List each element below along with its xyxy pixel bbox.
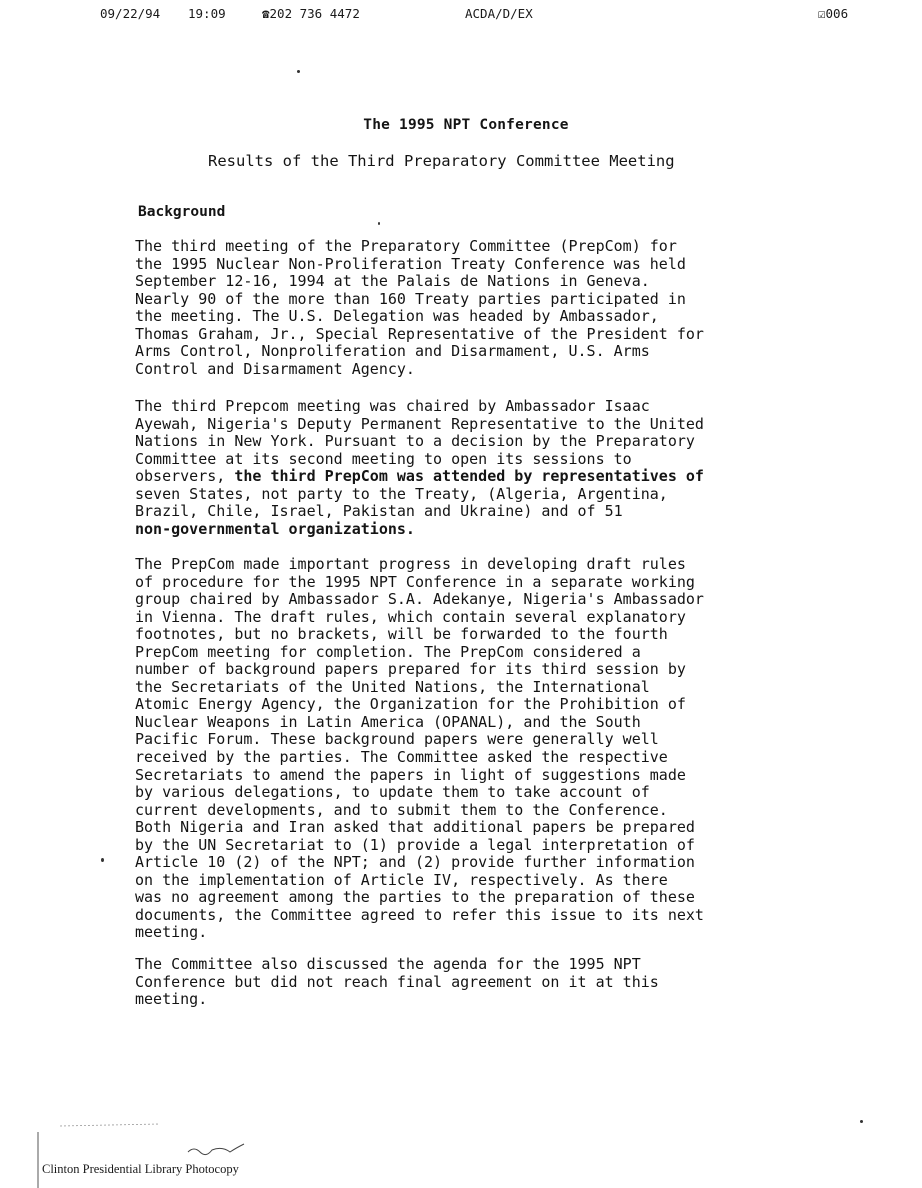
paragraph-line: Conference but did not reach final agreement on it at this (135, 972, 659, 991)
fax-page: ☑006 (818, 6, 849, 21)
paragraph-line: footnotes, but no brackets, will be forwarded to the fourth (135, 625, 668, 644)
paragraph-line: the 1995 Nuclear Non-Proliferation Treaty Conference was held (135, 254, 686, 273)
paragraph-line: Committee at its second meeting to open its sessions to (135, 449, 632, 468)
paragraph-line: Atomic Energy Agency, the Organization for the Prohibition of (135, 695, 686, 714)
paragraph-line: received by the parties. The Committee asked the respective (135, 748, 668, 767)
paragraph-line (135, 468, 815, 486)
scan-speck (860, 1120, 863, 1123)
fax-phone: ☎202 736 4472 (262, 6, 360, 21)
paragraph-line: The third Prepcom meeting was chaired by Ambassador Isaac (135, 397, 650, 415)
paragraph-4 (135, 956, 815, 1009)
scan-speck (297, 70, 300, 73)
scan-speck (378, 222, 380, 225)
checkbox-icon: ☑ (818, 6, 826, 21)
paragraph-line: by the UN Secretariat to (1) provide a legal interpretation of (135, 835, 695, 854)
paragraph-line: meeting. (135, 923, 208, 942)
paragraph-line: PrepCom meeting for completion. The PrepCom considered a (135, 642, 641, 661)
paragraph-line: current developments, and to submit them to the Conference. (135, 800, 668, 819)
paragraph-line: The PrepCom made important progress in developing draft rules (135, 555, 686, 573)
paragraph-line: the Secretariats of the United Nations, the International (135, 677, 650, 696)
document-title: The 1995 NPT Conference (363, 117, 569, 133)
paragraph-line: number of background papers prepared for its third session by (135, 660, 686, 679)
paragraph-2 (135, 398, 815, 538)
scan-speck (101, 858, 104, 862)
paragraph-line: Nations in New York. Pursuant to a decision by the Preparatory (135, 432, 695, 451)
paragraph-1 (135, 238, 815, 378)
paragraph-line: Secretariats to amend the papers in light of suggestions made (135, 765, 686, 784)
bold-phrase: the third PrepCom was attended by representatives of (234, 467, 704, 486)
paragraph-line: Pacific Forum. These background papers were generally well (135, 730, 659, 749)
paragraph-line: in Vienna. The draft rules, which contain several explanatory (135, 607, 686, 626)
paragraph-line: Nearly 90 of the more than 160 Treaty parties participated in (135, 289, 686, 308)
paragraph-line: documents, the Committee agreed to refer this issue to its next (135, 905, 704, 924)
fax-time: 19:09 (188, 6, 226, 21)
line-text: observers, (135, 467, 235, 486)
paragraph-line: September 12-16, 1994 at the Palais de Nations in Geneva. (135, 272, 650, 291)
bold-phrase: non-governmental organizations. (135, 519, 415, 538)
fax-sender: ACDA/D/EX (465, 6, 533, 21)
library-stamp-mark (0, 1120, 300, 1188)
library-footer: Clinton Presidential Library Photocopy (42, 1162, 239, 1176)
paragraph-line: group chaired by Ambassador S.A. Adekanye, Nigeria's Ambassador (135, 590, 704, 609)
paragraph-line: The Committee also discussed the agenda for the 1995 NPT (135, 955, 641, 973)
paragraph-line: The third meeting of the Preparatory Committee (PrepCom) for (135, 237, 677, 255)
paragraph-line: Article 10 (2) of the NPT; and (2) provide further information (135, 853, 695, 872)
paragraph-line: Nuclear Weapons in Latin America (OPANAL), and the South (135, 712, 641, 731)
document-subtitle: Results of the Third Preparatory Committee Meeting (208, 152, 675, 170)
paragraph-line: Both Nigeria and Iran asked that additional papers be prepared (135, 818, 695, 837)
fax-header (0, 6, 922, 26)
telephone-icon: ☎ (262, 6, 270, 21)
section-heading: Background (138, 204, 226, 220)
paragraph-line: on the implementation of Article IV, respectively. As there (135, 870, 668, 889)
paragraph-line: was no agreement among the parties to the preparation of these (135, 888, 695, 907)
fax-date: 09/22/94 (100, 6, 161, 21)
paragraph-line: Brazil, Chile, Israel, Pakistan and Ukraine) and of 51 (135, 502, 623, 521)
paragraph-line: meeting. (135, 990, 208, 1009)
paragraph-line: by various delegations, to update them to take account of (135, 783, 650, 802)
paragraph-line: the meeting. The U.S. Delegation was headed by Ambassador, (135, 307, 659, 326)
paragraph-3 (135, 556, 815, 942)
paragraph-line: seven States, not party to the Treaty, (Algeria, Argentina, (135, 484, 668, 503)
paragraph-line: Ayewah, Nigeria's Deputy Permanent Representative to the United (135, 414, 704, 433)
paragraph-line: Control and Disarmament Agency. (135, 359, 415, 378)
paragraph-line: Thomas Graham, Jr., Special Representative of the President for (135, 324, 704, 343)
paragraph-line: of procedure for the 1995 NPT Conference in a separate working (135, 572, 695, 591)
paragraph-line: Arms Control, Nonproliferation and Disarmament, U.S. Arms (135, 342, 650, 361)
